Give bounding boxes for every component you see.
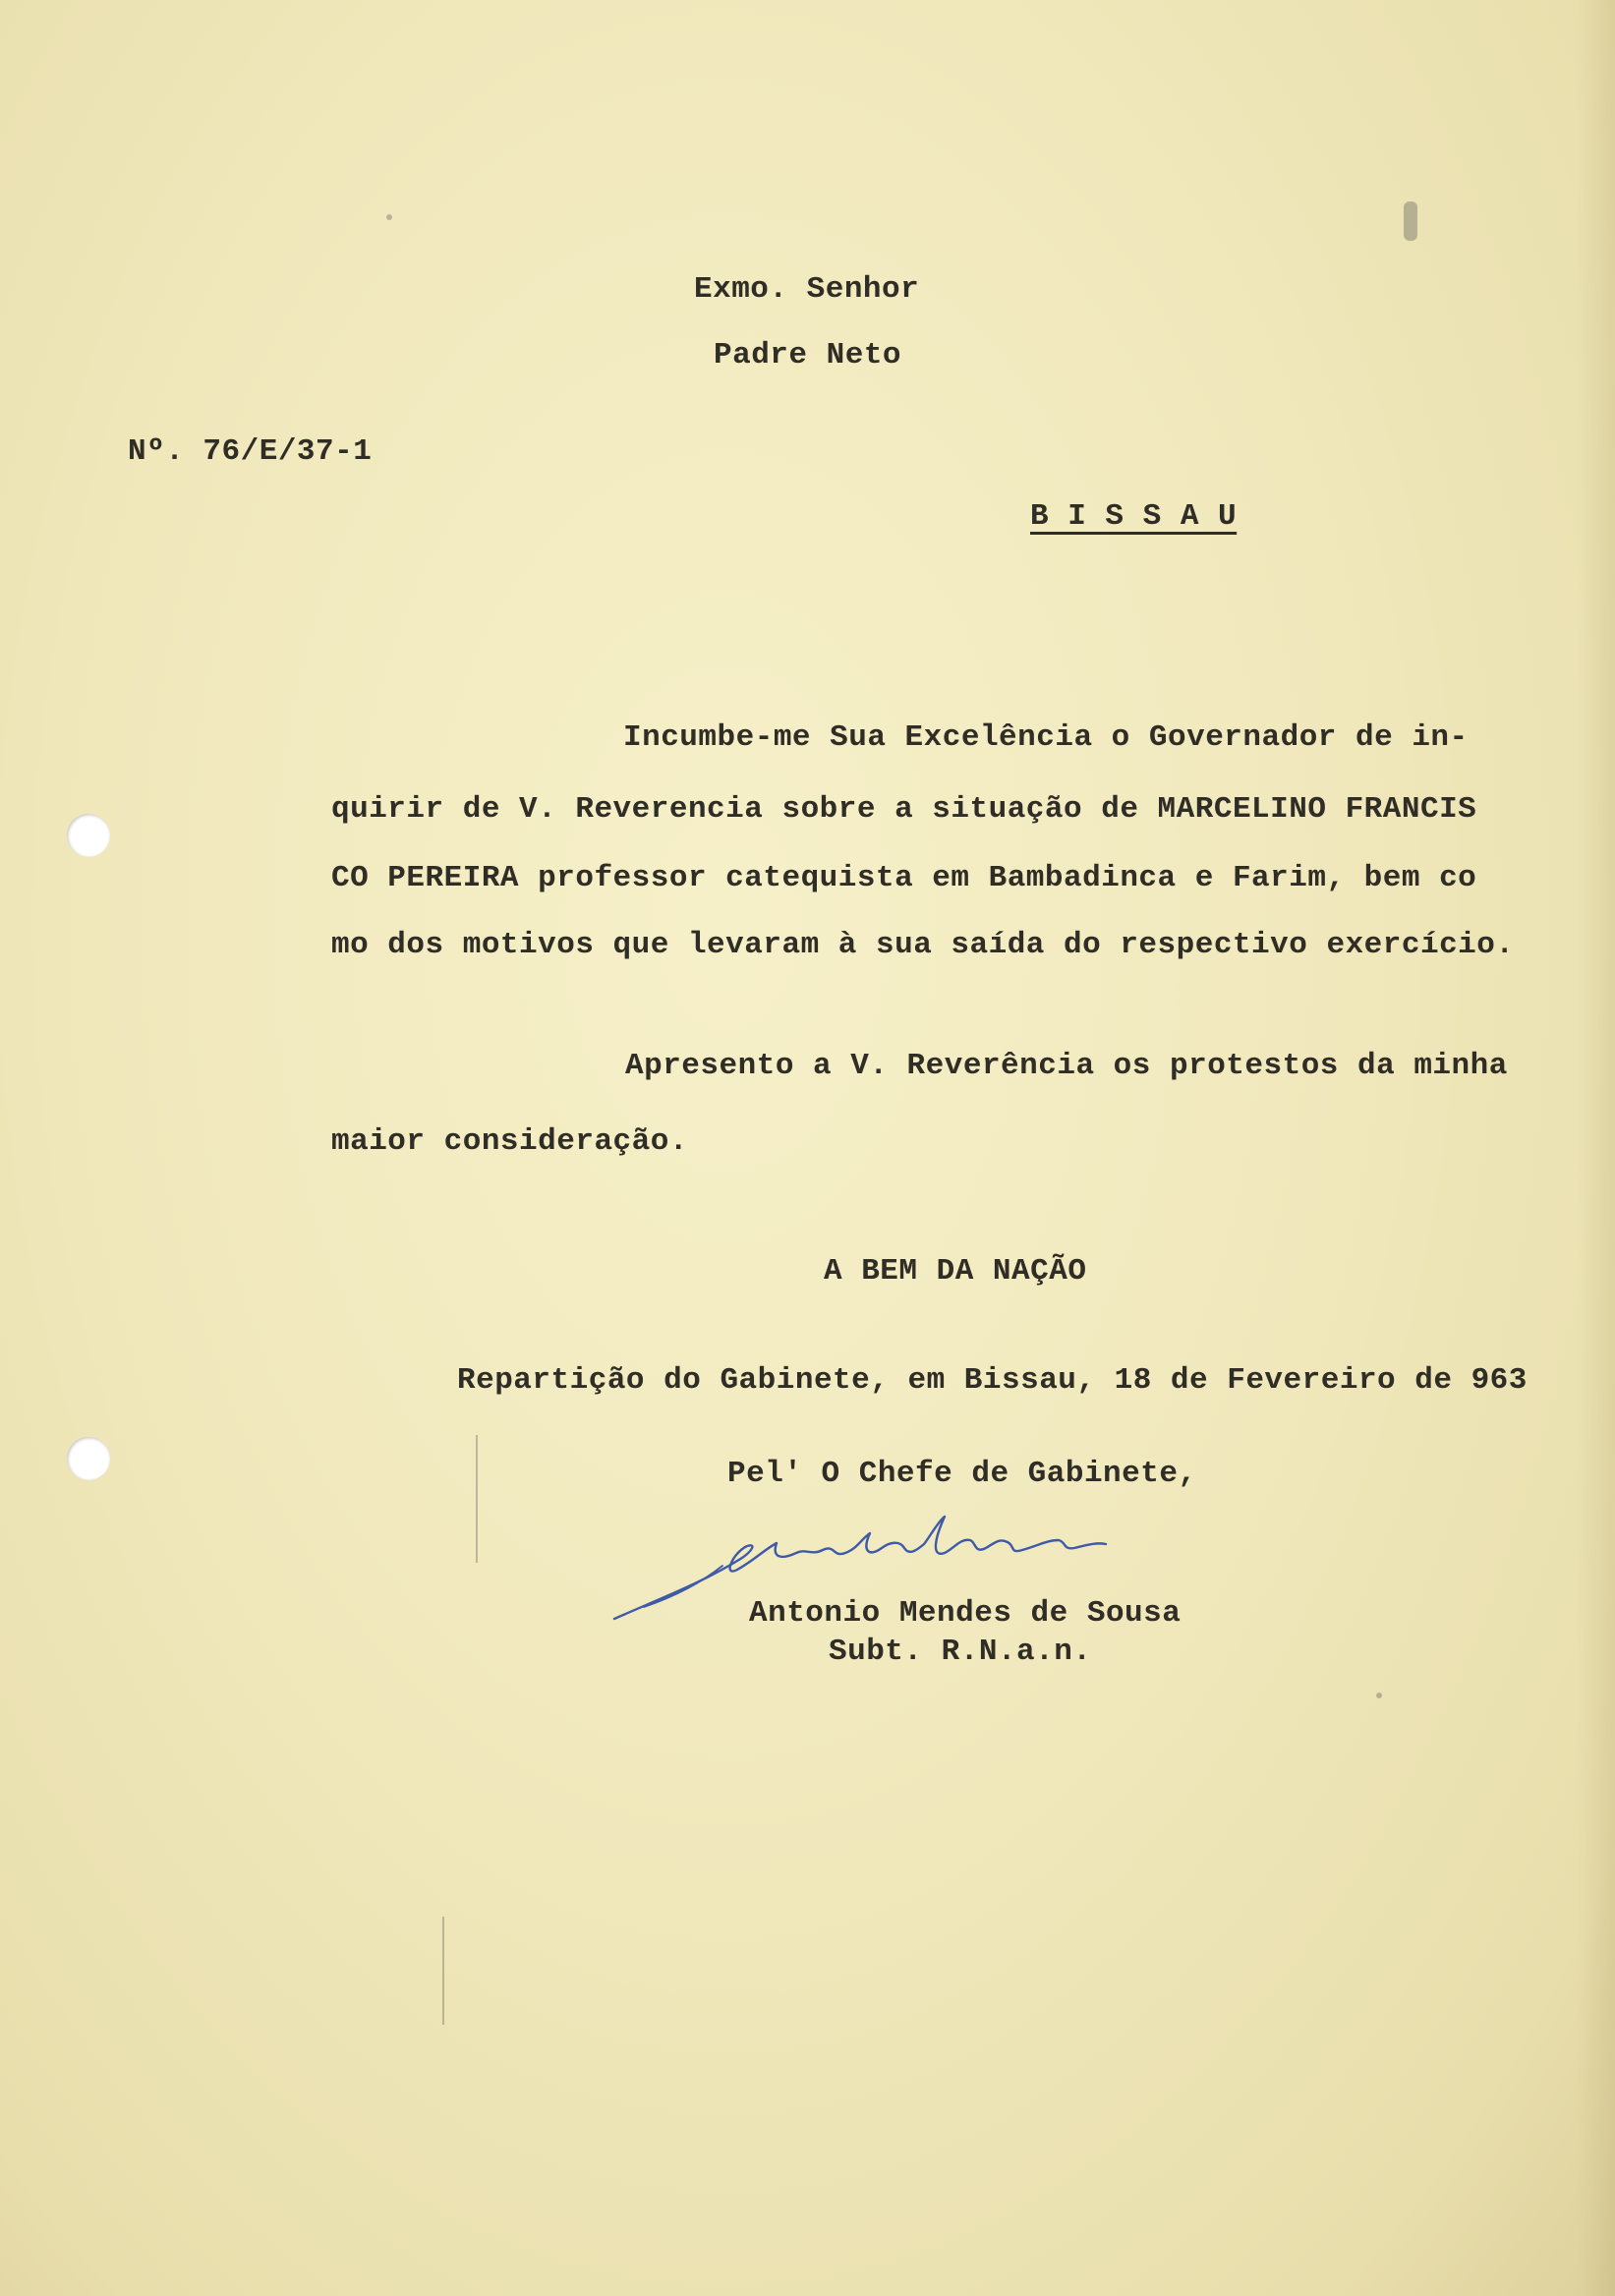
closing-line-2: maior consideração. — [331, 1124, 688, 1159]
dateline: Repartição do Gabinete, em Bissau, 18 de Fevereiro de 963 — [457, 1363, 1528, 1398]
paper-mark — [476, 1435, 478, 1563]
signatory-rank: Subt. R.N.a.n. — [829, 1635, 1092, 1669]
signatory-name: Antonio Mendes de Sousa — [749, 1596, 1182, 1631]
body-line-4: mo dos motivos que levaram à sua saída do respectivo exercício. — [331, 928, 1515, 962]
punch-hole-top — [67, 814, 110, 857]
ink-smudge — [1404, 201, 1417, 241]
addressee-title: Exmo. Senhor — [694, 272, 920, 307]
signatory-for: Pel' O Chefe de Gabinete, — [727, 1457, 1197, 1491]
motto: A BEM DA NAÇÃO — [824, 1254, 1087, 1289]
paper-edge-shade — [1576, 0, 1615, 2296]
place-name: B I S S A U — [1030, 499, 1238, 534]
reference-number: Nº. 76/E/37-1 — [128, 434, 373, 469]
punch-hole-bottom — [67, 1437, 110, 1480]
addressee-name: Padre Neto — [714, 338, 902, 373]
body-line-1: Incumbe-me Sua Excelência o Governador de in- — [623, 720, 1469, 755]
ink-dot — [1376, 1693, 1382, 1698]
ink-dot — [386, 214, 392, 220]
closing-line-1: Apresento a V. Reverência os protestos da minha — [625, 1049, 1508, 1083]
body-line-2: quirir de V. Reverencia sobre a situação de MARCELINO FRANCIS — [331, 792, 1477, 827]
paper-mark — [442, 1917, 444, 2025]
body-line-3: CO PEREIRA professor catequista em Bambadinca e Farim, bem co — [331, 861, 1477, 895]
